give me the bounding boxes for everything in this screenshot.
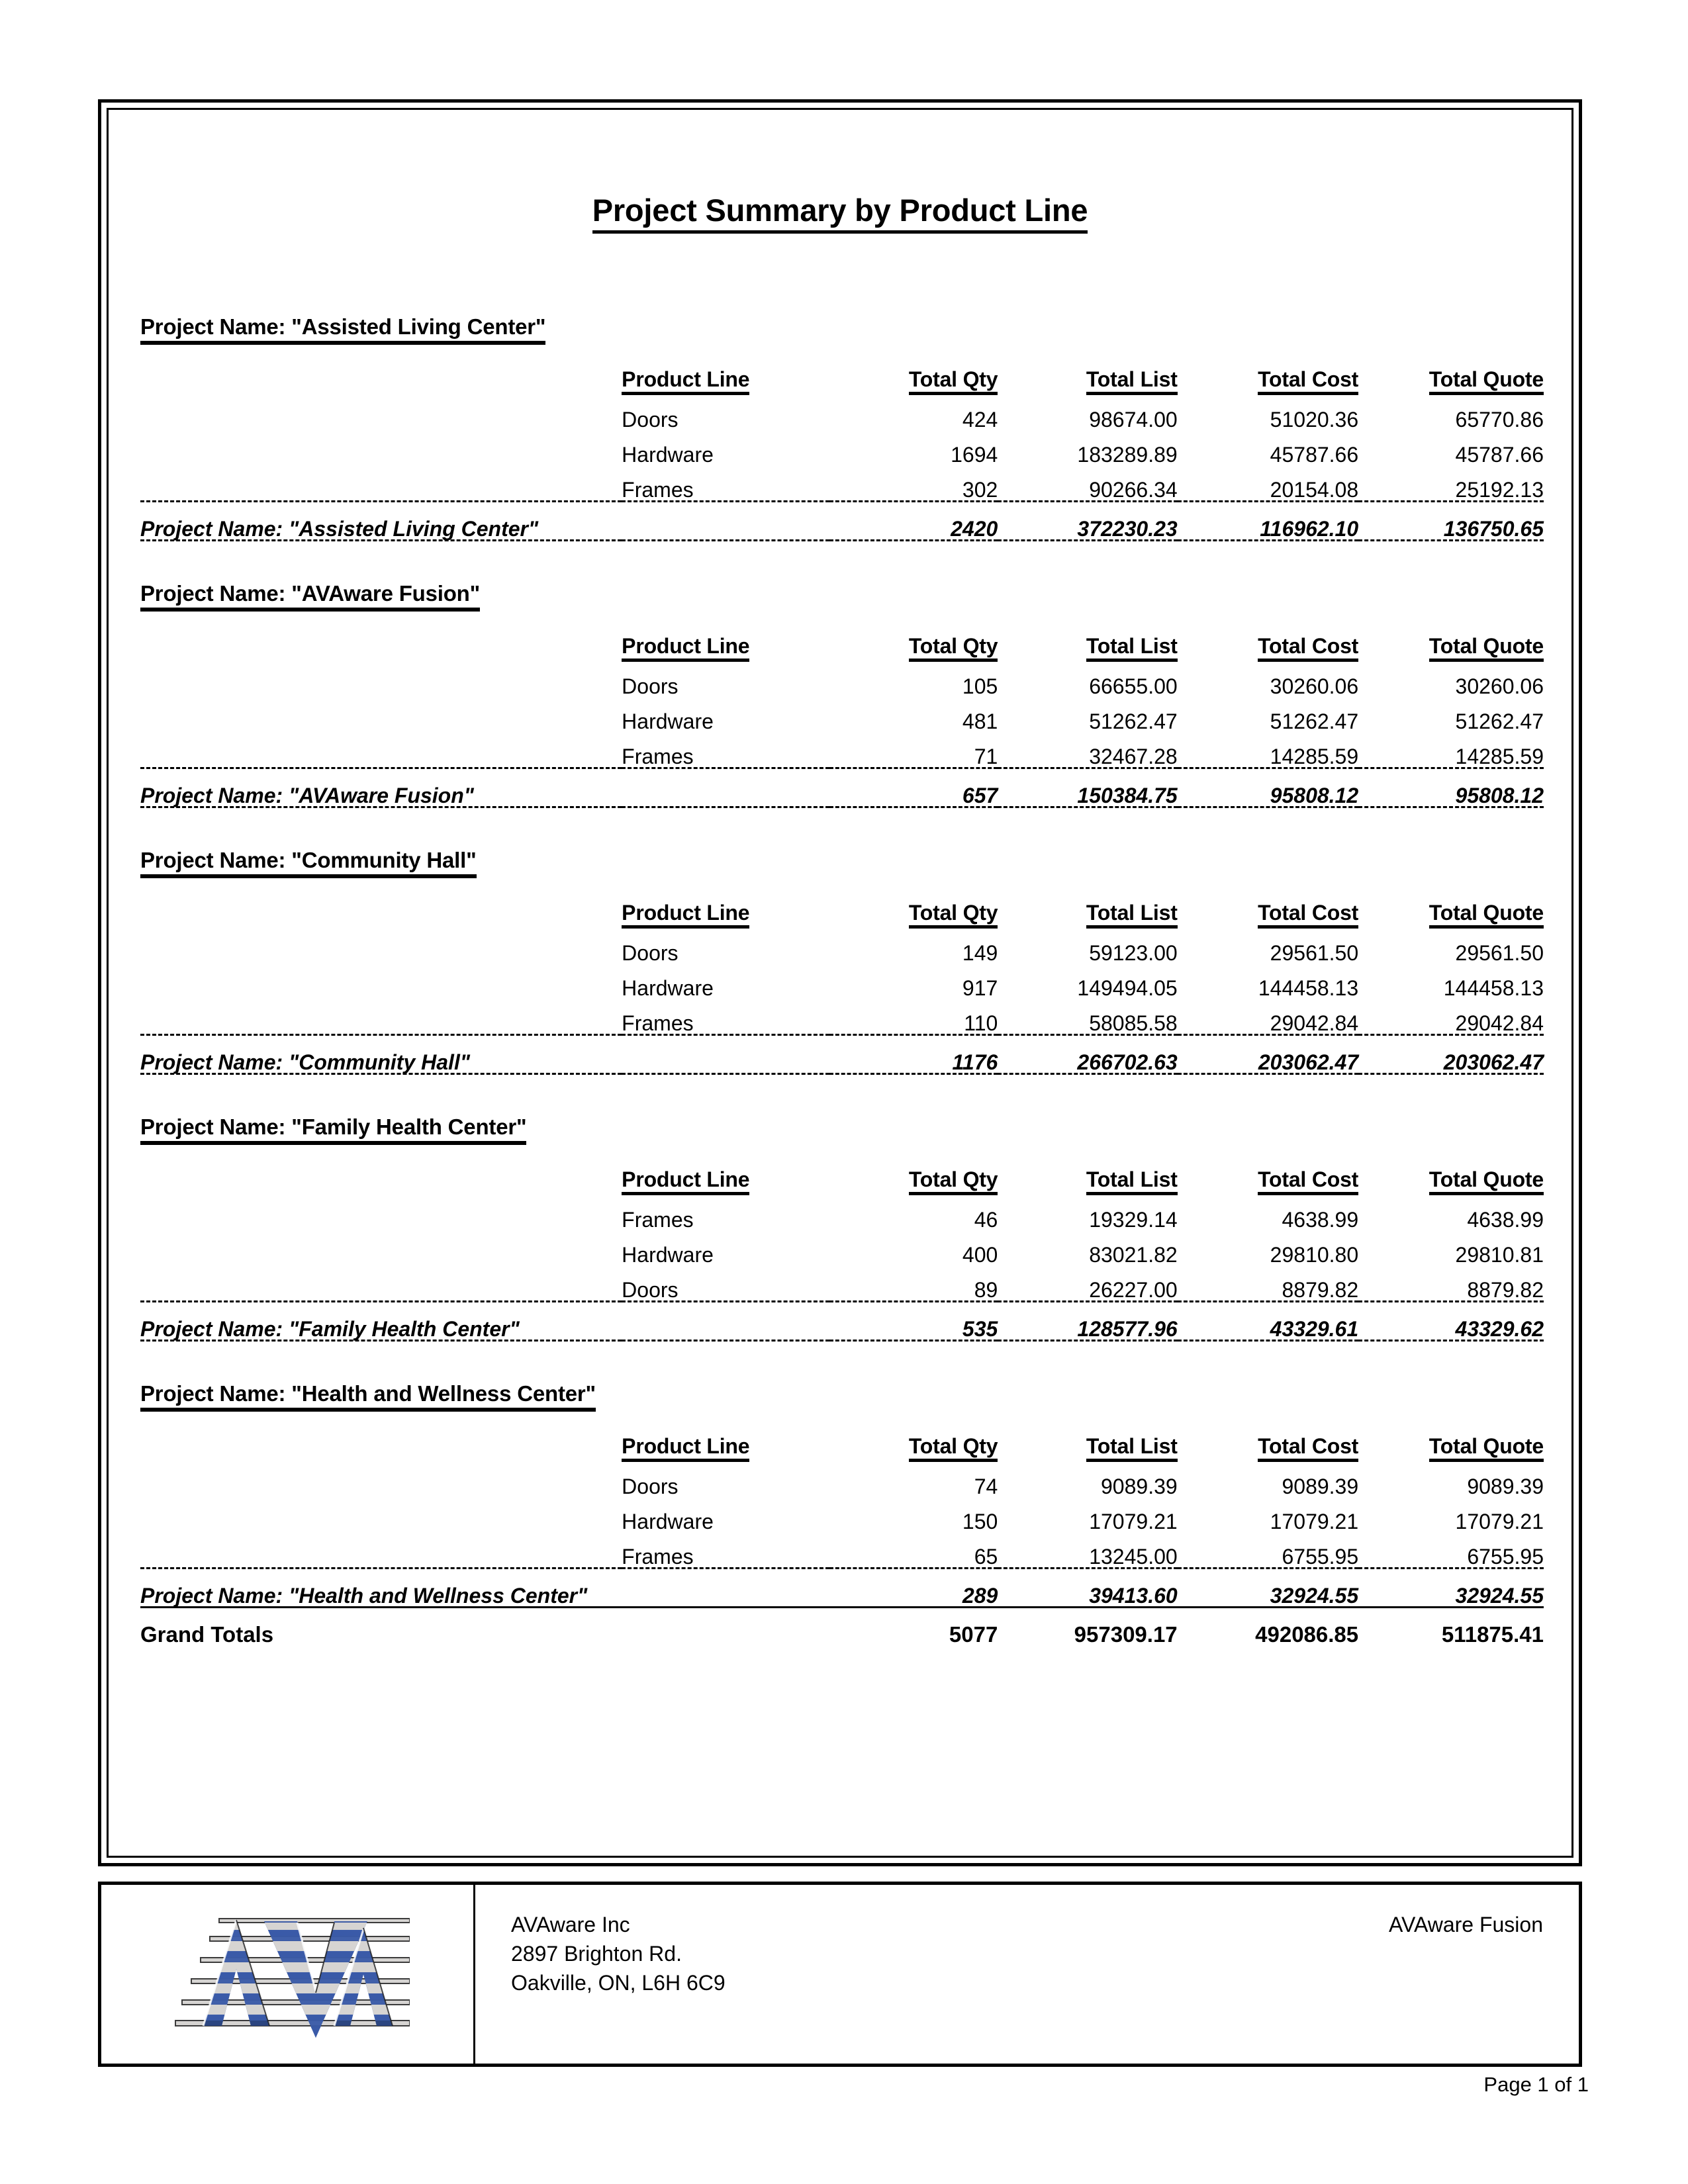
cell-line: Frames bbox=[622, 1545, 694, 1569]
subtotal-cost: 116962.10 bbox=[1260, 517, 1359, 541]
cell-line: Doors bbox=[622, 674, 679, 698]
table-row bbox=[140, 1265, 1544, 1300]
grand-total-value: 492086.85 bbox=[1255, 1622, 1359, 1647]
cell-quote: 51262.47 bbox=[1455, 709, 1544, 733]
project-group-title: Project Name: "Health and Wellness Center" bbox=[140, 1381, 596, 1412]
spacer-cell bbox=[140, 999, 622, 1034]
grand-total-value: 5077 bbox=[949, 1622, 998, 1647]
column-header-total-quote bbox=[1358, 1426, 1544, 1462]
column-header-label: Total Cost bbox=[1258, 635, 1358, 662]
subtotal-row bbox=[140, 502, 1544, 540]
column-header-label: Total Cost bbox=[1258, 369, 1358, 395]
column-header-total-list bbox=[998, 1160, 1177, 1195]
column-header-product-line bbox=[622, 359, 829, 395]
spacer-cell bbox=[140, 732, 622, 767]
column-header-label: Total Cost bbox=[1258, 1169, 1358, 1195]
subtotal-quote: 43329.62 bbox=[1455, 1317, 1544, 1341]
cell-qty: 71 bbox=[974, 745, 998, 768]
column-header-label: Total List bbox=[1086, 902, 1178, 929]
column-header-label: Product Line bbox=[622, 369, 749, 395]
cell-line: Hardware bbox=[622, 1510, 714, 1533]
cell-qty: 400 bbox=[962, 1243, 998, 1267]
subtotal-label: Project Name: "Assisted Living Center" bbox=[140, 517, 539, 541]
cell-line: Hardware bbox=[622, 976, 714, 1000]
spacer-cell bbox=[140, 929, 622, 964]
cell-cost: 6755.95 bbox=[1282, 1545, 1359, 1569]
subtotal-row bbox=[140, 1302, 1544, 1340]
cell-list: 32467.28 bbox=[1089, 745, 1178, 768]
cell-quote: 29561.50 bbox=[1455, 941, 1544, 965]
spacer-cell bbox=[140, 430, 622, 465]
column-header-label: Total Quote bbox=[1429, 902, 1544, 929]
column-header-label: Total Quote bbox=[1429, 369, 1544, 395]
project-group bbox=[140, 848, 1544, 1075]
product-line-table bbox=[140, 359, 1544, 541]
company-address-block bbox=[511, 1910, 726, 1997]
subtotal-list: 372230.23 bbox=[1077, 517, 1178, 541]
spacer-cell bbox=[140, 465, 622, 500]
column-header-label: Total Quote bbox=[1429, 635, 1544, 662]
cell-qty: 65 bbox=[974, 1545, 998, 1569]
cell-quote: 29042.84 bbox=[1455, 1011, 1544, 1035]
footer-logo-cell bbox=[101, 1885, 475, 2064]
spacer-cell bbox=[140, 697, 622, 732]
column-header-total-qty bbox=[829, 1160, 998, 1195]
cell-cost: 20154.08 bbox=[1270, 478, 1359, 502]
table-row bbox=[140, 732, 1544, 767]
page-title-text: Project Summary by Product Line bbox=[592, 193, 1088, 234]
product-line-table bbox=[140, 1426, 1544, 1645]
column-header-total-list bbox=[998, 1426, 1177, 1462]
cell-list: 58085.58 bbox=[1089, 1011, 1178, 1035]
cell-line: Frames bbox=[622, 478, 694, 502]
column-header-product-line bbox=[622, 1426, 829, 1462]
column-header-label: Total List bbox=[1086, 1435, 1178, 1462]
cell-list: 13245.00 bbox=[1089, 1545, 1178, 1569]
project-group bbox=[140, 581, 1544, 808]
subtotal-qty: 289 bbox=[962, 1584, 998, 1608]
subtotal-label: Project Name: "AVAware Fusion" bbox=[140, 784, 474, 807]
cell-cost: 29561.50 bbox=[1270, 941, 1359, 965]
subtotal-row bbox=[140, 768, 1544, 807]
footer bbox=[98, 1882, 1582, 2067]
column-header-total-cost bbox=[1178, 893, 1358, 929]
subtotal-cost: 32924.55 bbox=[1270, 1584, 1359, 1608]
column-header-product-line bbox=[622, 893, 829, 929]
cell-quote: 4638.99 bbox=[1467, 1208, 1544, 1232]
cell-qty: 424 bbox=[962, 408, 998, 432]
cell-cost: 51020.36 bbox=[1270, 408, 1359, 432]
cell-quote: 9089.39 bbox=[1467, 1475, 1544, 1498]
spacer-cell bbox=[140, 1426, 622, 1462]
cell-list: 183289.89 bbox=[1077, 443, 1178, 467]
cell-qty: 149 bbox=[962, 941, 998, 965]
cell-list: 26227.00 bbox=[1089, 1278, 1178, 1302]
spacer-cell bbox=[140, 1195, 622, 1230]
column-header-label: Product Line bbox=[622, 902, 749, 929]
cell-list: 59123.00 bbox=[1089, 941, 1178, 965]
cell-list: 17079.21 bbox=[1089, 1510, 1178, 1533]
page-title bbox=[111, 192, 1569, 228]
column-header-total-qty bbox=[829, 626, 998, 662]
cell-line: Hardware bbox=[622, 1243, 714, 1267]
column-header-label: Total Quote bbox=[1429, 1435, 1544, 1462]
cell-quote: 17079.21 bbox=[1455, 1510, 1544, 1533]
subtotal-cost: 95808.12 bbox=[1270, 784, 1359, 807]
spacer-cell bbox=[140, 1462, 622, 1497]
grand-total-value: 511875.41 bbox=[1441, 1622, 1544, 1647]
table-row bbox=[140, 1195, 1544, 1230]
subtotal-qty: 657 bbox=[962, 784, 998, 807]
column-header-total-list bbox=[998, 893, 1177, 929]
product-line-table bbox=[140, 1160, 1544, 1342]
cell-qty: 110 bbox=[964, 1011, 998, 1035]
company-name: AVAware Inc bbox=[511, 1913, 630, 1936]
project-group-title: Project Name: "Family Health Center" bbox=[140, 1115, 526, 1145]
cell-cost: 45787.66 bbox=[1270, 443, 1359, 467]
subtotal-qty: 535 bbox=[962, 1317, 998, 1341]
cell-cost: 30260.06 bbox=[1270, 674, 1359, 698]
subtotal-list: 128577.96 bbox=[1077, 1317, 1178, 1341]
spacer-cell bbox=[140, 395, 622, 430]
product-name-label: AVAware Fusion bbox=[1389, 1913, 1543, 1936]
page-number: Page 1 of 1 bbox=[1483, 2073, 1589, 2096]
subtotal-cost: 43329.61 bbox=[1270, 1317, 1359, 1341]
table-row bbox=[140, 697, 1544, 732]
column-header-total-cost bbox=[1178, 1160, 1358, 1195]
spacer-cell bbox=[140, 964, 622, 999]
subtotal-label: Project Name: "Family Health Center" bbox=[140, 1317, 520, 1341]
cell-line: Frames bbox=[622, 1011, 694, 1035]
cell-quote: 6755.95 bbox=[1467, 1545, 1544, 1569]
column-header-label: Total Qty bbox=[909, 1169, 998, 1195]
cell-line: Hardware bbox=[622, 709, 714, 733]
cell-list: 83021.82 bbox=[1089, 1243, 1178, 1267]
spacer-cell bbox=[140, 359, 622, 395]
project-group bbox=[140, 314, 1544, 541]
subtotal-qty: 1176 bbox=[952, 1050, 998, 1074]
cell-line: Frames bbox=[622, 745, 694, 768]
project-group-title: Project Name: "Community Hall" bbox=[140, 848, 477, 878]
subtotal-quote: 136750.65 bbox=[1443, 517, 1544, 541]
column-header-total-cost bbox=[1178, 1426, 1358, 1462]
cell-line: Hardware bbox=[622, 443, 714, 467]
column-header-label: Total Cost bbox=[1258, 902, 1358, 929]
column-header-total-qty bbox=[829, 359, 998, 395]
table-header-row bbox=[140, 626, 1544, 662]
column-header-total-quote bbox=[1358, 893, 1544, 929]
cell-quote: 14285.59 bbox=[1455, 745, 1544, 768]
column-header-label: Total List bbox=[1086, 635, 1178, 662]
cell-quote: 29810.81 bbox=[1455, 1243, 1544, 1267]
cell-quote: 30260.06 bbox=[1455, 674, 1544, 698]
column-header-total-list bbox=[998, 626, 1177, 662]
cell-quote: 65770.86 bbox=[1455, 408, 1544, 432]
cell-qty: 302 bbox=[962, 478, 998, 502]
spacer-cell bbox=[140, 626, 622, 662]
cell-cost: 51262.47 bbox=[1270, 709, 1359, 733]
cell-quote: 45787.66 bbox=[1455, 443, 1544, 467]
column-header-total-qty bbox=[829, 893, 998, 929]
column-header-product-line bbox=[622, 1160, 829, 1195]
spacer-cell bbox=[140, 1497, 622, 1532]
column-header-label: Product Line bbox=[622, 635, 749, 662]
column-header-label: Total List bbox=[1086, 369, 1178, 395]
subtotal-quote: 32924.55 bbox=[1455, 1584, 1544, 1608]
cell-qty: 89 bbox=[974, 1278, 998, 1302]
project-group-title: Project Name: "AVAware Fusion" bbox=[140, 581, 480, 612]
table-row bbox=[140, 1497, 1544, 1532]
avaware-logo bbox=[165, 1908, 410, 2040]
column-header-total-cost bbox=[1178, 359, 1358, 395]
cell-list: 149494.05 bbox=[1077, 976, 1178, 1000]
footer-text-cell bbox=[475, 1885, 1579, 2064]
subtotal-row bbox=[140, 1569, 1544, 1607]
column-header-product-line bbox=[622, 626, 829, 662]
table-row bbox=[140, 430, 1544, 465]
column-header-total-cost bbox=[1178, 626, 1358, 662]
table-header-row bbox=[140, 1426, 1544, 1462]
subtotal-quote: 95808.12 bbox=[1455, 784, 1544, 807]
cell-cost: 29810.80 bbox=[1270, 1243, 1359, 1267]
column-header-total-list bbox=[998, 359, 1177, 395]
address-line-2: Oakville, ON, L6H 6C9 bbox=[511, 1971, 726, 1995]
spacer-cell bbox=[140, 1532, 622, 1567]
cell-list: 9089.39 bbox=[1101, 1475, 1178, 1498]
cell-qty: 1694 bbox=[951, 443, 998, 467]
column-header-total-quote bbox=[1358, 626, 1544, 662]
project-group-title: Project Name: "Assisted Living Center" bbox=[140, 314, 545, 345]
spacer-cell bbox=[140, 1230, 622, 1265]
table-row bbox=[140, 395, 1544, 430]
cell-qty: 150 bbox=[962, 1510, 998, 1533]
table-row bbox=[140, 1532, 1544, 1567]
cell-cost: 14285.59 bbox=[1270, 745, 1359, 768]
cell-cost: 144458.13 bbox=[1258, 976, 1359, 1000]
project-group bbox=[140, 1115, 1544, 1342]
column-header-total-quote bbox=[1358, 1160, 1544, 1195]
product-line-table bbox=[140, 893, 1544, 1075]
table-row bbox=[140, 1462, 1544, 1497]
cell-quote: 144458.13 bbox=[1443, 976, 1544, 1000]
subtotal-quote: 203062.47 bbox=[1443, 1050, 1544, 1074]
subtotal-label: Project Name: "Community Hall" bbox=[140, 1050, 470, 1074]
table-row bbox=[140, 465, 1544, 500]
column-header-total-quote bbox=[1358, 359, 1544, 395]
project-group bbox=[140, 1381, 1544, 1645]
cell-line: Frames bbox=[622, 1208, 694, 1232]
cell-qty: 105 bbox=[962, 674, 998, 698]
product-line-table bbox=[140, 626, 1544, 808]
cell-quote: 8879.82 bbox=[1467, 1278, 1544, 1302]
report-body bbox=[111, 113, 1569, 1853]
cell-cost: 8879.82 bbox=[1282, 1278, 1359, 1302]
column-header-label: Product Line bbox=[622, 1169, 749, 1195]
cell-list: 90266.34 bbox=[1089, 478, 1178, 502]
cell-qty: 46 bbox=[974, 1208, 998, 1232]
table-row bbox=[140, 964, 1544, 999]
cell-line: Doors bbox=[622, 941, 679, 965]
cell-line: Doors bbox=[622, 1475, 679, 1498]
subtotal-row bbox=[140, 1035, 1544, 1073]
table-header-row bbox=[140, 893, 1544, 929]
subtotal-list: 266702.63 bbox=[1077, 1050, 1178, 1074]
subtotal-cost: 203062.47 bbox=[1258, 1050, 1359, 1074]
cell-list: 51262.47 bbox=[1089, 709, 1178, 733]
cell-qty: 74 bbox=[974, 1475, 998, 1498]
spacer-cell bbox=[140, 662, 622, 697]
cell-qty: 917 bbox=[962, 976, 998, 1000]
cell-list: 66655.00 bbox=[1089, 674, 1178, 698]
subtotal-label: Project Name: "Health and Wellness Center" bbox=[140, 1584, 588, 1608]
cell-line: Doors bbox=[622, 1278, 679, 1302]
column-header-label: Total Qty bbox=[909, 635, 998, 662]
table-row bbox=[140, 999, 1544, 1034]
cell-list: 98674.00 bbox=[1089, 408, 1178, 432]
project-groups bbox=[111, 314, 1569, 1645]
grand-total-value: 957309.17 bbox=[1074, 1622, 1178, 1647]
subtotal-list: 150384.75 bbox=[1077, 784, 1178, 807]
column-header-label: Total Qty bbox=[909, 902, 998, 929]
cell-cost: 4638.99 bbox=[1282, 1208, 1359, 1232]
spacer-cell bbox=[140, 1265, 622, 1300]
cell-cost: 9089.39 bbox=[1282, 1475, 1359, 1498]
spacer-cell bbox=[140, 1160, 622, 1195]
column-header-label: Total Quote bbox=[1429, 1169, 1544, 1195]
table-header-row bbox=[140, 359, 1544, 395]
cell-line: Doors bbox=[622, 408, 679, 432]
table-row bbox=[140, 1230, 1544, 1265]
column-header-label: Total Qty bbox=[909, 369, 998, 395]
table-row bbox=[140, 662, 1544, 697]
column-header-total-qty bbox=[829, 1426, 998, 1462]
spacer-cell bbox=[140, 893, 622, 929]
cell-cost: 17079.21 bbox=[1270, 1510, 1359, 1533]
cell-cost: 29042.84 bbox=[1270, 1011, 1359, 1035]
table-header-row bbox=[140, 1160, 1544, 1195]
table-row bbox=[140, 929, 1544, 964]
column-header-label: Total Qty bbox=[909, 1435, 998, 1462]
column-header-label: Total Cost bbox=[1258, 1435, 1358, 1462]
cell-list: 19329.14 bbox=[1089, 1208, 1178, 1232]
subtotal-list: 39413.60 bbox=[1089, 1584, 1178, 1608]
column-header-label: Total List bbox=[1086, 1169, 1178, 1195]
cell-quote: 25192.13 bbox=[1455, 478, 1544, 502]
grand-total-row bbox=[140, 1608, 1544, 1646]
cell-qty: 481 bbox=[962, 709, 998, 733]
subtotal-qty: 2420 bbox=[951, 517, 998, 541]
grand-total-label: Grand Totals bbox=[140, 1622, 274, 1647]
address-line-1: 2897 Brighton Rd. bbox=[511, 1942, 682, 1966]
column-header-label: Product Line bbox=[622, 1435, 749, 1462]
